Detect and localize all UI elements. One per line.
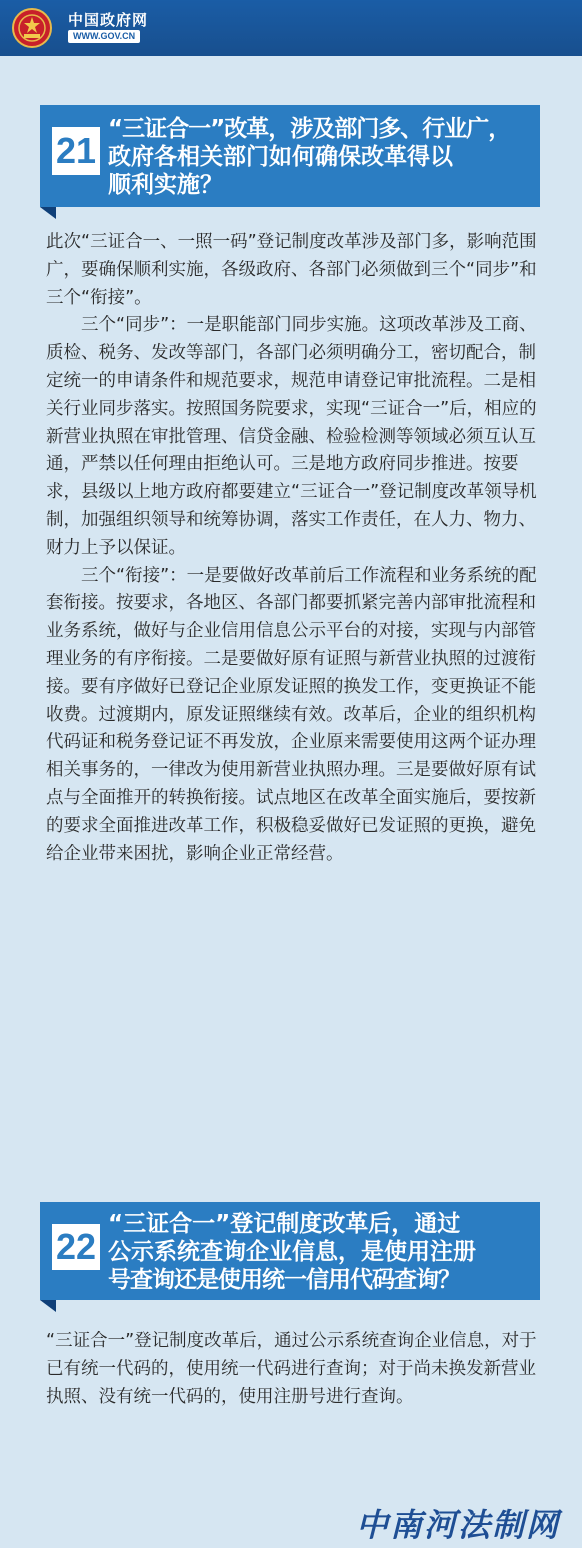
answer-paragraph: 此次“三证合一、一照一码”登记制度改革涉及部门多，影响范围广，要确保顺利实施，各级政府、各部门必须做到三个“同步”和三个“衔接”。 bbox=[46, 232, 537, 308]
answer-paragraph: “三证合一”登记制度改革后，通过公示系统查询企业信息，对于已有统一代码的，使用统一代码进行查询；对于尚未换发新营业执照、没有统一代码的，使用注册号进行查询。 bbox=[46, 1331, 537, 1407]
question-title-line: “三证合一”改革，涉及部门多、行业广， bbox=[108, 116, 511, 142]
watermark-logo: 中南河法制网 bbox=[356, 1506, 561, 1544]
answer-22-body bbox=[46, 1328, 546, 1411]
question-title-line: 号查询还是使用统一信用代码查询？ bbox=[108, 1267, 460, 1293]
answer-paragraph: 三个“衔接”：一是要做好改革前后工作流程和业务系统的配套衔接。按要求，各地区、各部门都要抓紧完善内部审批流程和业务系统，做好与企业信用信息公示平台的对接，实现与内部管理业务的有序衔接。二是要做好原有证照与新营业执照的过渡衔接。要有序做好已登记企业原发证照的换发工作，变更换证不能收费。过渡期内，原发证照继续有效。改革后，企业的组织机构代码证和税务登记证不再发放，企业原来需要使用这两个证办理相关事务的，一律改为使用新营业执照办理。三是要做好原有试点与全面推开的转换衔接。试点地区在改革全面实施后，要按新的要求全面推进改革工作，积极稳妥做好已发证照的更换，避免给企业带来困扰，影响企业正常经营。 bbox=[46, 565, 537, 864]
question-title bbox=[108, 1210, 536, 1294]
question-number: 22 bbox=[52, 1224, 100, 1270]
question-title-line: “三证合一”登记制度改革后，通过 bbox=[108, 1211, 461, 1237]
question-number: 21 bbox=[52, 127, 100, 175]
site-name[interactable]: 中国政府网 bbox=[68, 11, 149, 29]
question-21-heading bbox=[40, 105, 540, 207]
answer-21-body bbox=[46, 229, 546, 868]
question-title bbox=[108, 115, 536, 199]
answer-paragraph: 三个“同步”：一是职能部门同步实施。这项改革涉及工商、质检、税务、发改等部门，各部门必须明确分工，密切配合，制定统一的申请条件和规范要求，规范申请登记审批流程。二是相关行业同步落实。按照国务院要求，实现“三证合一”后，相应的新营业执照在审批管理、信贷金融、检验检测等领域必须互认互通，严禁以任何理由拒绝认可。三是地方政府同步推进。按要求，县级以上地方政府都要建立“三证合一”登记制度改革领导机制，加强组织领导和统筹协调，落实工作责任，在人力、物力、财力上予以保证。 bbox=[46, 315, 537, 558]
question-title-line: 公示系统查询企业信息，是使用注册 bbox=[108, 1239, 476, 1265]
question-title-line: 顺利实施？ bbox=[108, 172, 223, 198]
site-header bbox=[0, 0, 582, 56]
site-url[interactable]: WWW.GOV.CN bbox=[68, 30, 140, 43]
national-emblem-icon bbox=[12, 8, 52, 48]
question-title-line: 政府各相关部门如何确保改革得以 bbox=[108, 144, 453, 170]
question-22-heading bbox=[40, 1202, 540, 1300]
